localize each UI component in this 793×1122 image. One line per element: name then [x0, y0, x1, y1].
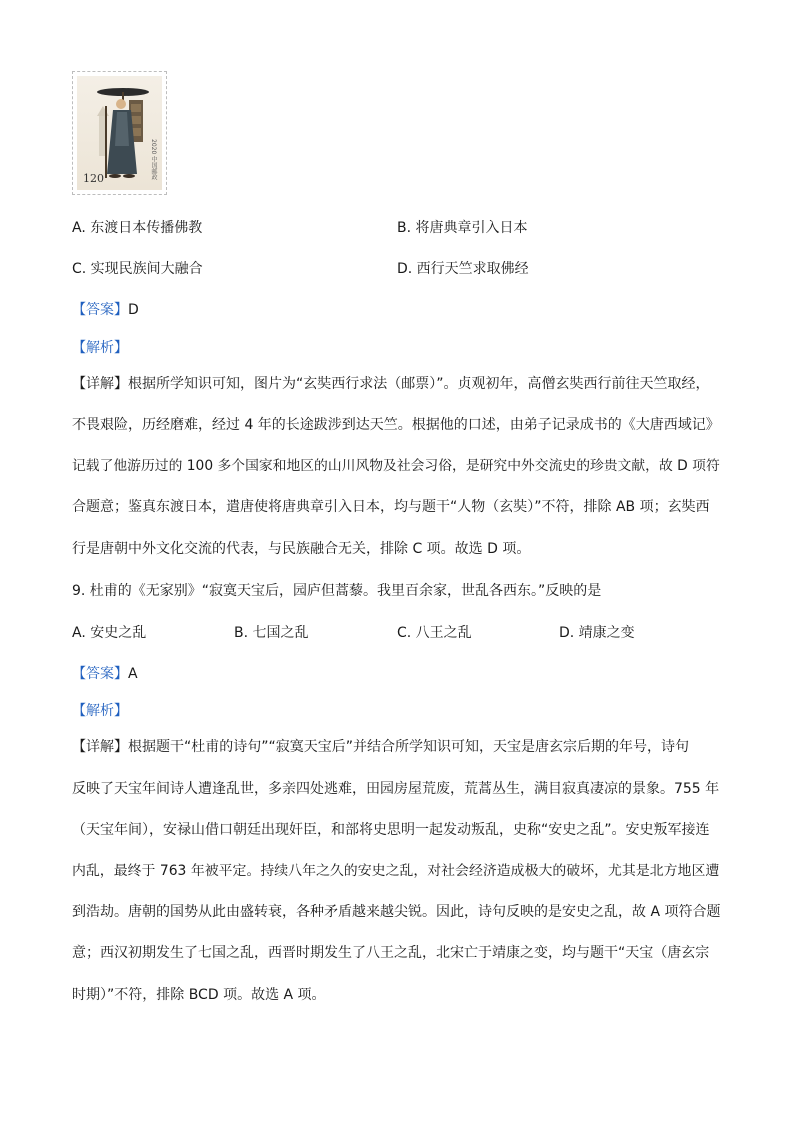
- q9-analysis-label: [72, 701, 128, 721]
- q9-detail-line-2: 反映了天宝年间诗人遭逢乱世，多亲四处逃难，田园房屋荒废，荒蒿丛生，满目寂真凄凉的景象。755 年: [72, 781, 720, 797]
- q9-detail-line-4: 内乱，最终于 763 年被平定。持续八年之久的安史之乱，对社会经济造成极大的破坏，尤其是北方地区遭: [72, 863, 720, 879]
- stamp-image: [72, 71, 167, 195]
- q9-stem: 9. 杜甫的《无家别》“寂寞天宝后，园庐但蒿藜。我里百余家，世乱各西东。”反映的是: [72, 583, 602, 599]
- q9-option-a: A. 安史之乱: [72, 625, 147, 641]
- detail-label: 【详解】: [72, 376, 128, 392]
- detail-text: 根据题干“杜甫的诗句”“寂寞天宝后”并结合所学知识可知，天宝是唐玄宗后期的年号，诗句: [128, 739, 690, 755]
- q9-answer: [72, 664, 138, 684]
- q8-option-b: B. 将唐典章引入日本: [397, 220, 528, 236]
- q9-option-c: C. 八王之乱: [397, 625, 472, 641]
- q9-detail-line-5: 到浩劫。唐朝的国势从此由盛转衰，各种矛盾越来越尖锐。因此，诗句反映的是安史之乱，故 A 项符合题: [72, 904, 721, 920]
- detail-text: 根据所学知识可知，图片为“玄奘西行求法（邮票）”。贞观初年，高僧玄奘西行前往天竺取经，: [128, 376, 710, 392]
- stamp-denomination: 120: [83, 172, 104, 185]
- q8-option-a: A. 东渡日本传播佛教: [72, 220, 203, 236]
- q9-option-d: D. 靖康之变: [559, 625, 635, 641]
- stamp-country-text: 2020 中国邮政: [150, 138, 157, 180]
- q9-detail-line-6: 意；西汉初期发生了七国之乱，西晋时期发生了八王之乱，北宋亡于靖康之变，均与题干“天宝（唐玄宗: [72, 945, 710, 961]
- q8-detail-line-4: 合题意；鉴真东渡日本，遣唐使将唐典章引入日本，均与题干“人物（玄奘）”不符，排除 AB 项；玄奘西: [72, 499, 710, 515]
- q9-detail-line-7: 时期）”不符，排除 BCD 项。故选 A 项。: [72, 987, 326, 1003]
- q8-detail-line-2: 不畏艰险，历经磨难，经过 4 年的长途跋涉到达天竺。根据他的口述，由弟子记录成书的《大唐西域记》: [72, 417, 720, 433]
- analysis-label: 【解析】: [72, 703, 128, 719]
- q8-answer: [72, 300, 139, 320]
- q8-analysis-label: [72, 338, 128, 358]
- answer-label: 【答案】: [72, 302, 128, 318]
- stamp-illustration: [77, 76, 162, 190]
- q8-detail-line-5: 行是唐朝中外文化交流的代表，与民族融合无关，排除 C 项。故选 D 项。: [72, 541, 531, 557]
- q9-detail-line-3: （天宝年间），安禄山借口朝廷出现奸臣，和部将史思明一起发动叛乱，史称“安史之乱”。安史叛军接连: [72, 822, 710, 838]
- q9-detail-line-1: [72, 737, 689, 757]
- answer-value: D: [128, 302, 139, 318]
- q8-option-c: C. 实现民族间大融合: [72, 261, 203, 277]
- answer-value: A: [128, 666, 138, 682]
- analysis-label: 【解析】: [72, 340, 128, 356]
- detail-label: 【详解】: [72, 739, 128, 755]
- q8-detail-line-3: 记载了他游历过的 100 多个国家和地区的山川风物及社会习俗，是研究中外交流史的珍贵文献，故 D 项符: [72, 458, 720, 474]
- answer-label: 【答案】: [72, 666, 128, 682]
- q9-option-b: B. 七国之乱: [234, 625, 309, 641]
- q8-detail-line-1: [72, 374, 710, 394]
- q8-option-d: D. 西行天竺求取佛经: [397, 261, 529, 277]
